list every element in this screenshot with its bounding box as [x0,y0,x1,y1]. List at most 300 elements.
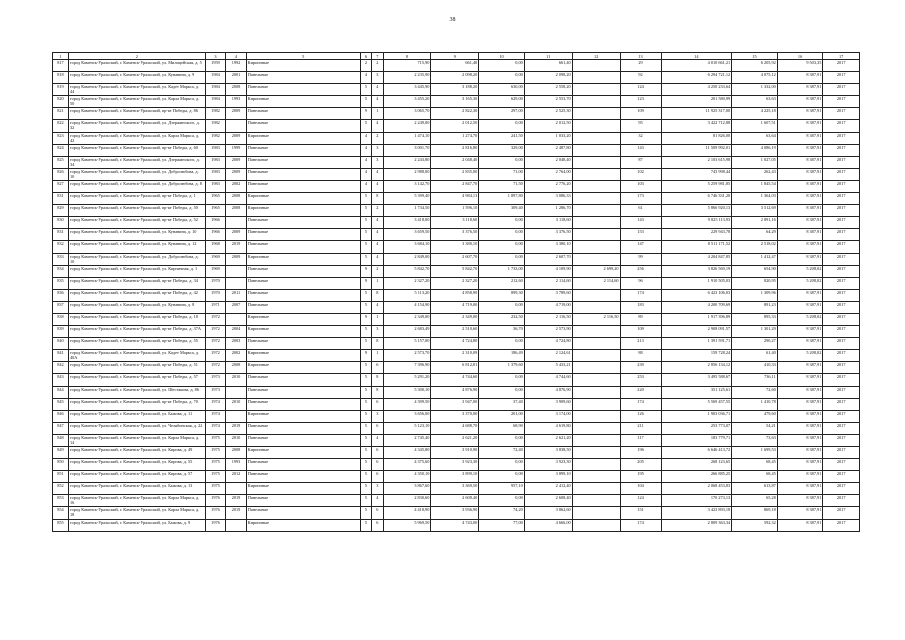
table-cell: город Каменск-Уральский, г. Каменск-Уральский, пр-кт Победы, д. 1 [68,193,205,205]
table-cell: 63,64 [732,132,778,144]
table-cell: город Каменск-Уральский, г. Каменск-Уральский, ул. Челябинская, д. 22 [68,422,205,434]
table-cell: 2009 [226,156,247,168]
table-row [53,350,860,362]
table-cell: 3 445,90 [383,84,431,96]
table-cell: 2003 [226,338,247,350]
table-row [53,205,860,217]
table-cell: Кирпичные [246,205,360,217]
table-cell: 0,00 [479,60,525,72]
table-cell: 2017 [823,289,860,301]
housing-register-table [52,52,860,532]
table-cell: 5 842,70 [431,265,479,277]
table-cell: 855 [53,519,69,531]
table-cell [572,434,620,446]
table-cell: 8 387,91 [777,519,823,531]
table-cell: 2 327,20 [383,277,431,289]
table-cell: Кирпичные [246,313,360,325]
table-cell: 37,40 [479,398,525,410]
table-cell: 9 [360,313,371,325]
table-cell: 654,90 [732,265,778,277]
table-cell: 3 188,20 [431,84,479,96]
table-cell: 5 569 457,55 [661,398,732,410]
table-cell: 4 350,10 [383,471,431,483]
table-cell: 1970 [205,289,226,301]
table-cell: 1 [372,350,383,362]
table-cell: 1 274,70 [431,132,479,144]
table-cell: 2 012,50 [524,120,572,132]
table-cell: 2 573,70 [383,350,431,362]
table-cell: Панельные [246,422,360,434]
table-cell: 1 845,54 [732,180,778,192]
table-cell: 2 830,60 [383,495,431,507]
table-cell: 661,40 [431,60,479,72]
table-cell: 2017 [823,168,860,180]
table-cell: 6 746 331,20 [661,193,732,205]
table-cell: 1969 [205,253,226,265]
table-cell: 5 [360,241,371,253]
table-cell: город Каменск-Уральский, г. Каменск-Уральский, пр-кт Победы, д. 34 [68,277,205,289]
table-cell: 2009 [226,168,247,180]
table-cell [572,386,620,398]
table-cell: 847 [53,422,69,434]
table-cell: 309,40 [479,205,525,217]
table-cell: 8 387,91 [777,193,823,205]
table-cell: Панельные [246,495,360,507]
table-cell: город Каменск-Уральский, г. Каменск-Уральский, ул. Кирова, д. 49 [68,447,205,459]
table-cell [572,144,620,156]
table-cell: 2 683,49 [383,326,431,338]
table-cell: 835 [53,277,69,289]
table-cell: 211 [620,422,661,434]
table-cell: 8 387,91 [777,374,823,386]
table-cell: 852 [53,483,69,495]
table-cell: 8 387,91 [777,132,823,144]
table-cell: 183 [620,301,661,313]
table-cell: 297,00 [479,108,525,120]
table-cell: Панельные [246,289,360,301]
table-cell: город Каменск-Уральский, г. Каменск-Уральский, ул. Карла Маркса, д. 18 [68,507,205,519]
table-cell: 4 [372,180,383,192]
table-cell: 3 910,90 [431,447,479,459]
table-cell: 2017 [823,410,860,422]
table-cell: 1971 [205,301,226,313]
table-cell [572,422,620,434]
table-cell: 2 816,80 [431,144,479,156]
table-cell: 1972 [205,362,226,374]
table-cell: 3 142,70 [383,180,431,192]
table-cell: 5 [360,495,371,507]
table-cell: Кирпичные [246,483,360,495]
table-cell: 329,00 [479,144,525,156]
table-cell: 0,00 [479,253,525,265]
table-cell: 11 925 317,00 [661,108,732,120]
table-cell: 2 124,61 [524,350,572,362]
table-cell [572,132,620,144]
table-cell: Панельные [246,265,360,277]
table-cell: город Каменск-Уральский, г. Каменск-Уральский, пр-кт Победы, д. 51 [68,362,205,374]
table-cell: город Каменск-Уральский, г. Каменск-Уральский, ул. Добролюбова, д. 8 [68,180,205,192]
table-cell: 838 [53,313,69,325]
table-cell: город Каменск-Уральский, г. Каменск-Уральский, пр-кт Победы, д. 55 [68,338,205,350]
table-cell [572,241,620,253]
table-cell: 3 376,50 [524,229,572,241]
table-cell: 2 621,20 [524,434,572,446]
header-cell: 5 [246,53,360,60]
table-row [53,495,860,507]
table-cell: 1976 [205,495,226,507]
table-cell [572,326,620,338]
table-cell: 0,00 [479,338,525,350]
table-cell: 4 744,60 [431,374,479,386]
table-cell: 1966 [205,229,226,241]
table-cell: 823 [53,132,69,144]
table-cell: 1984 [205,96,226,108]
table-cell: 8 387,91 [777,84,823,96]
table-cell: 2019 [226,507,247,519]
table-cell: город Каменск-Уральский, г. Каменск-Уральский, ул. Карла Маркса, д. 42 [68,132,205,144]
table-cell: 1 [372,277,383,289]
table-cell [572,96,620,108]
table-cell [572,483,620,495]
table-cell: 2011 [226,289,247,301]
table-cell: 4 719,00 [524,301,572,313]
table-cell: 2017 [823,253,860,265]
table-cell: 736,11 [732,374,778,386]
table-cell [572,120,620,132]
table-row [53,434,860,446]
table-cell: город Каменск-Уральский, г. Каменск-Уральский, ул. Бажова, д. 11 [68,410,205,422]
table-cell: 5 [360,205,371,217]
table-cell: 183 779,71 [661,434,732,446]
table-cell: 2017 [823,338,860,350]
table-row [53,301,860,313]
table-cell: Кирпичные [246,410,360,422]
table-cell: 109 [620,326,661,338]
table-cell: 1 379,60 [479,362,525,374]
table-cell: 3 065,70 [383,108,431,120]
table-row [53,410,860,422]
table-cell: 410,33 [732,362,778,374]
table-cell: 8 387,91 [777,289,823,301]
table-cell: 5 113,20 [383,289,431,301]
table-cell: 2 243,80 [383,156,431,168]
table-cell: Панельные [246,168,360,180]
table-cell: 4 [372,434,383,446]
table-row [53,144,860,156]
table-cell: город Каменск-Уральский, г. Каменск-Уральский, ул. Кирова, д. 57 [68,471,205,483]
table-cell: 1973 [205,386,226,398]
table-cell: 2 012,50 [431,120,479,132]
table-cell: 205 [620,459,661,471]
table-cell: 3 423 893,18 [661,507,732,519]
table-cell: 5 [360,289,371,301]
table-cell: 1966 [205,217,226,229]
table-cell: 1 286,70 [524,205,572,217]
table-cell [226,386,247,398]
table-cell: Панельные [246,156,360,168]
table-cell: 2 525,30 [524,108,572,120]
table-cell: 256 [620,265,661,277]
table-cell: 212,60 [479,277,525,289]
table-cell [572,301,620,313]
table-cell: 1972 [205,313,226,325]
table-cell: Панельные [246,217,360,229]
table-cell: 1983 [205,180,226,192]
table-cell: 4 075,12 [732,72,778,84]
table-cell: 9 503,35 [777,60,823,72]
table-cell: 3 659,50 [383,229,431,241]
table-cell: 1968 [205,241,226,253]
table-cell: 1965 [205,193,226,205]
table-cell: 1973 [205,374,226,386]
table-cell: 4 876,90 [431,386,479,398]
table-cell: 159 728,24 [661,350,732,362]
table-cell: 3 418,00 [383,217,431,229]
table-cell [226,313,247,325]
table-cell: 1 733,00 [479,265,525,277]
table-cell [572,168,620,180]
table-cell: 11 509 992,01 [661,144,732,156]
table-cell: город Каменск-Уральский, г. Каменск-Уральский, пр-кт Победы, д. 50 [68,205,205,217]
table-cell: 5 866 920,13 [661,205,732,217]
table-cell: 4 [372,301,383,313]
table-cell: 170 273,13 [661,495,732,507]
table-cell [572,519,620,531]
table-cell: 1992 [226,60,247,72]
table-cell: 2010 [226,374,247,386]
table-cell: город Каменск-Уральский, г. Каменск-Уральский, ул. Кадет Маркса, д. 44 [68,84,205,96]
table-cell: 0,00 [479,386,525,398]
table-cell: 1 309,96 [732,289,778,301]
table-cell: 3 118,60 [524,217,572,229]
table-cell: 1 607,51 [732,120,778,132]
table-row [53,326,860,338]
table-cell: 8 387,91 [777,471,823,483]
table-cell: 268 123,65 [661,459,732,471]
table-cell [226,265,247,277]
table-cell: 1 734,50 [383,205,431,217]
table-cell: 5 208,02 [777,265,823,277]
table-cell: 2017 [823,459,860,471]
table-cell: 3 370,00 [431,410,479,422]
table-cell: 1982 [205,132,226,144]
table-cell: город Каменск-Уральский, г. Каменск-Уральский, ул. Кирова, д. 55 [68,459,205,471]
table-cell: 1984 [205,84,226,96]
header-cell: 12 [572,53,620,60]
table-cell: 822 [53,120,69,132]
table-cell: 0,00 [479,72,525,84]
table-cell: 3 936,90 [431,507,479,519]
table-cell: 5 157,00 [383,338,431,350]
table-cell: 6 [372,507,383,519]
table-cell: 845 [53,398,69,410]
table-row [53,60,860,72]
table-cell: 2 [372,132,383,144]
table-cell: 201,00 [479,410,525,422]
table-cell: 5 [360,507,371,519]
table-cell: 820 [53,96,69,108]
table-cell: 4 [372,217,383,229]
table-cell: 2017 [823,180,860,192]
table-cell: 0,00 [479,241,525,253]
table-cell: 123 [620,96,661,108]
table-cell: 6 [372,471,383,483]
table-cell: 4 984,13 [431,193,479,205]
table-cell: 869,18 [732,507,778,519]
table-cell: 2 [372,205,383,217]
table-cell: 4 [360,132,371,144]
table-cell: 2017 [823,120,860,132]
table-cell: 2 607,70 [524,253,572,265]
table-cell: 174 [620,289,661,301]
table-cell: 71,50 [479,180,525,192]
table-cell: 6 [372,519,383,531]
table-cell: 8 [372,386,383,398]
table-cell: 2 745,40 [383,434,431,446]
table-cell: 2017 [823,72,860,84]
table-cell: 1 699,53 [732,447,778,459]
table-cell: 2002 [226,350,247,362]
table-row [53,84,860,96]
table-cell: 196 [620,447,661,459]
table-cell: 8 387,91 [777,156,823,168]
table-cell: 1 027,05 [732,156,778,168]
table-cell: 819 [53,84,69,96]
table-header-row [53,53,860,60]
header-cell: 13 [620,53,661,60]
table-cell: 2017 [823,326,860,338]
table-cell: 2017 [823,96,860,108]
table-cell: 630,00 [479,84,525,96]
header-cell: 17 [823,53,860,60]
table-cell: 2 908 091,57 [661,326,732,338]
table-cell: 2 116,50 [524,313,572,325]
table-row [53,277,860,289]
table-cell: Кирпичные [246,96,360,108]
table-cell: 3 165,30 [431,96,479,108]
table-cell: город Каменск-Уральский, г. Каменск-Уральский, ул. Кирпичная, д. 1 [68,265,205,277]
table-cell: 2017 [823,144,860,156]
table-cell: 8 387,91 [777,144,823,156]
table-cell: 3 [372,72,383,84]
table-cell [572,459,620,471]
table-cell: 89 [620,313,661,325]
table-cell: 72,60 [732,386,778,398]
table-cell: 143 [620,217,661,229]
table-cell: 1974 [205,410,226,422]
table-cell: 6 294 721,12 [661,72,732,84]
table-cell: 2017 [823,301,860,313]
table-cell: 715,90 [383,60,431,72]
table-cell: 849 [53,447,69,459]
table-cell: 9 [360,265,371,277]
table-cell: 2 310,09 [431,350,479,362]
table-cell: 8 387,91 [777,217,823,229]
table-cell: 3 [372,483,383,495]
table-row [53,72,860,84]
table-cell: 239 [620,362,661,374]
table-cell: 241,50 [479,132,525,144]
header-cell: 11 [524,53,572,60]
table-cell: 61,40 [732,350,778,362]
table-cell: 1975 [205,459,226,471]
table-cell: 7 396,90 [383,362,431,374]
table-row [53,108,860,120]
table-cell: 899,30 [479,289,525,301]
header-cell: 14 [661,53,732,60]
table-row [53,193,860,205]
table-cell: 2 764,00 [524,168,572,180]
table-cell: 1969 [205,265,226,277]
table-cell: 846 [53,410,69,422]
table-cell: 4 876,90 [524,386,572,398]
table-cell [226,277,247,289]
table-cell: Кирпичные [246,447,360,459]
table-cell [226,519,247,531]
table-cell: 661,40 [524,60,572,72]
table-cell: 3 909,60 [524,398,572,410]
table-cell [572,447,620,459]
table-cell: 351 125,61 [661,386,732,398]
table-cell: 5 [360,519,371,531]
table-cell: Панельные [246,84,360,96]
table-cell: 743 998,44 [661,168,732,180]
table-cell: 2017 [823,229,860,241]
table-cell: 2017 [823,471,860,483]
table-cell: 5 259 981,85 [661,180,732,192]
header-cell: 4 [226,53,247,60]
table-cell: 5 433,21 [524,362,572,374]
table-cell: 2019 [226,495,247,507]
header-cell: 3 [205,53,226,60]
table-cell: 3 923,30 [431,459,479,471]
table-cell: 831 [53,229,69,241]
table-cell: 8 387,91 [777,495,823,507]
table-cell: 4 [372,168,383,180]
table-cell: 2008 [226,447,247,459]
table-cell: 96 [620,277,661,289]
table-cell: 102 [620,168,661,180]
table-cell [572,84,620,96]
table-cell: 8 387,91 [777,168,823,180]
table-cell: 92 [620,72,661,84]
table-row [53,422,860,434]
table-cell: 2017 [823,350,860,362]
table-cell [572,350,620,362]
table-cell: 5 [360,326,371,338]
header-cell: 2 [68,53,205,60]
table-cell: 2008 [226,84,247,96]
table-cell: 88 [620,350,661,362]
page-number: 38 [449,17,456,23]
table-cell: 3 867,60 [383,483,431,495]
table-cell: Кирпичные [246,60,360,72]
table-cell: 841 [53,350,69,362]
table-cell: 4 [372,253,383,265]
table-cell: 825 [53,156,69,168]
table-cell: 839 [53,326,69,338]
table-cell: 266 885,25 [661,471,732,483]
table-cell: 3 838,50 [524,447,572,459]
table-cell: Панельные [246,120,360,132]
table-cell: 4 724,80 [524,338,572,350]
table-cell: 2 608,40 [431,495,479,507]
table-cell: 2 809 363,34 [661,519,732,531]
table-cell: 4 619,80 [524,422,572,434]
table-cell: 820,95 [732,277,778,289]
table-cell: 2 776,20 [524,180,572,192]
table-cell: 5 [360,217,371,229]
